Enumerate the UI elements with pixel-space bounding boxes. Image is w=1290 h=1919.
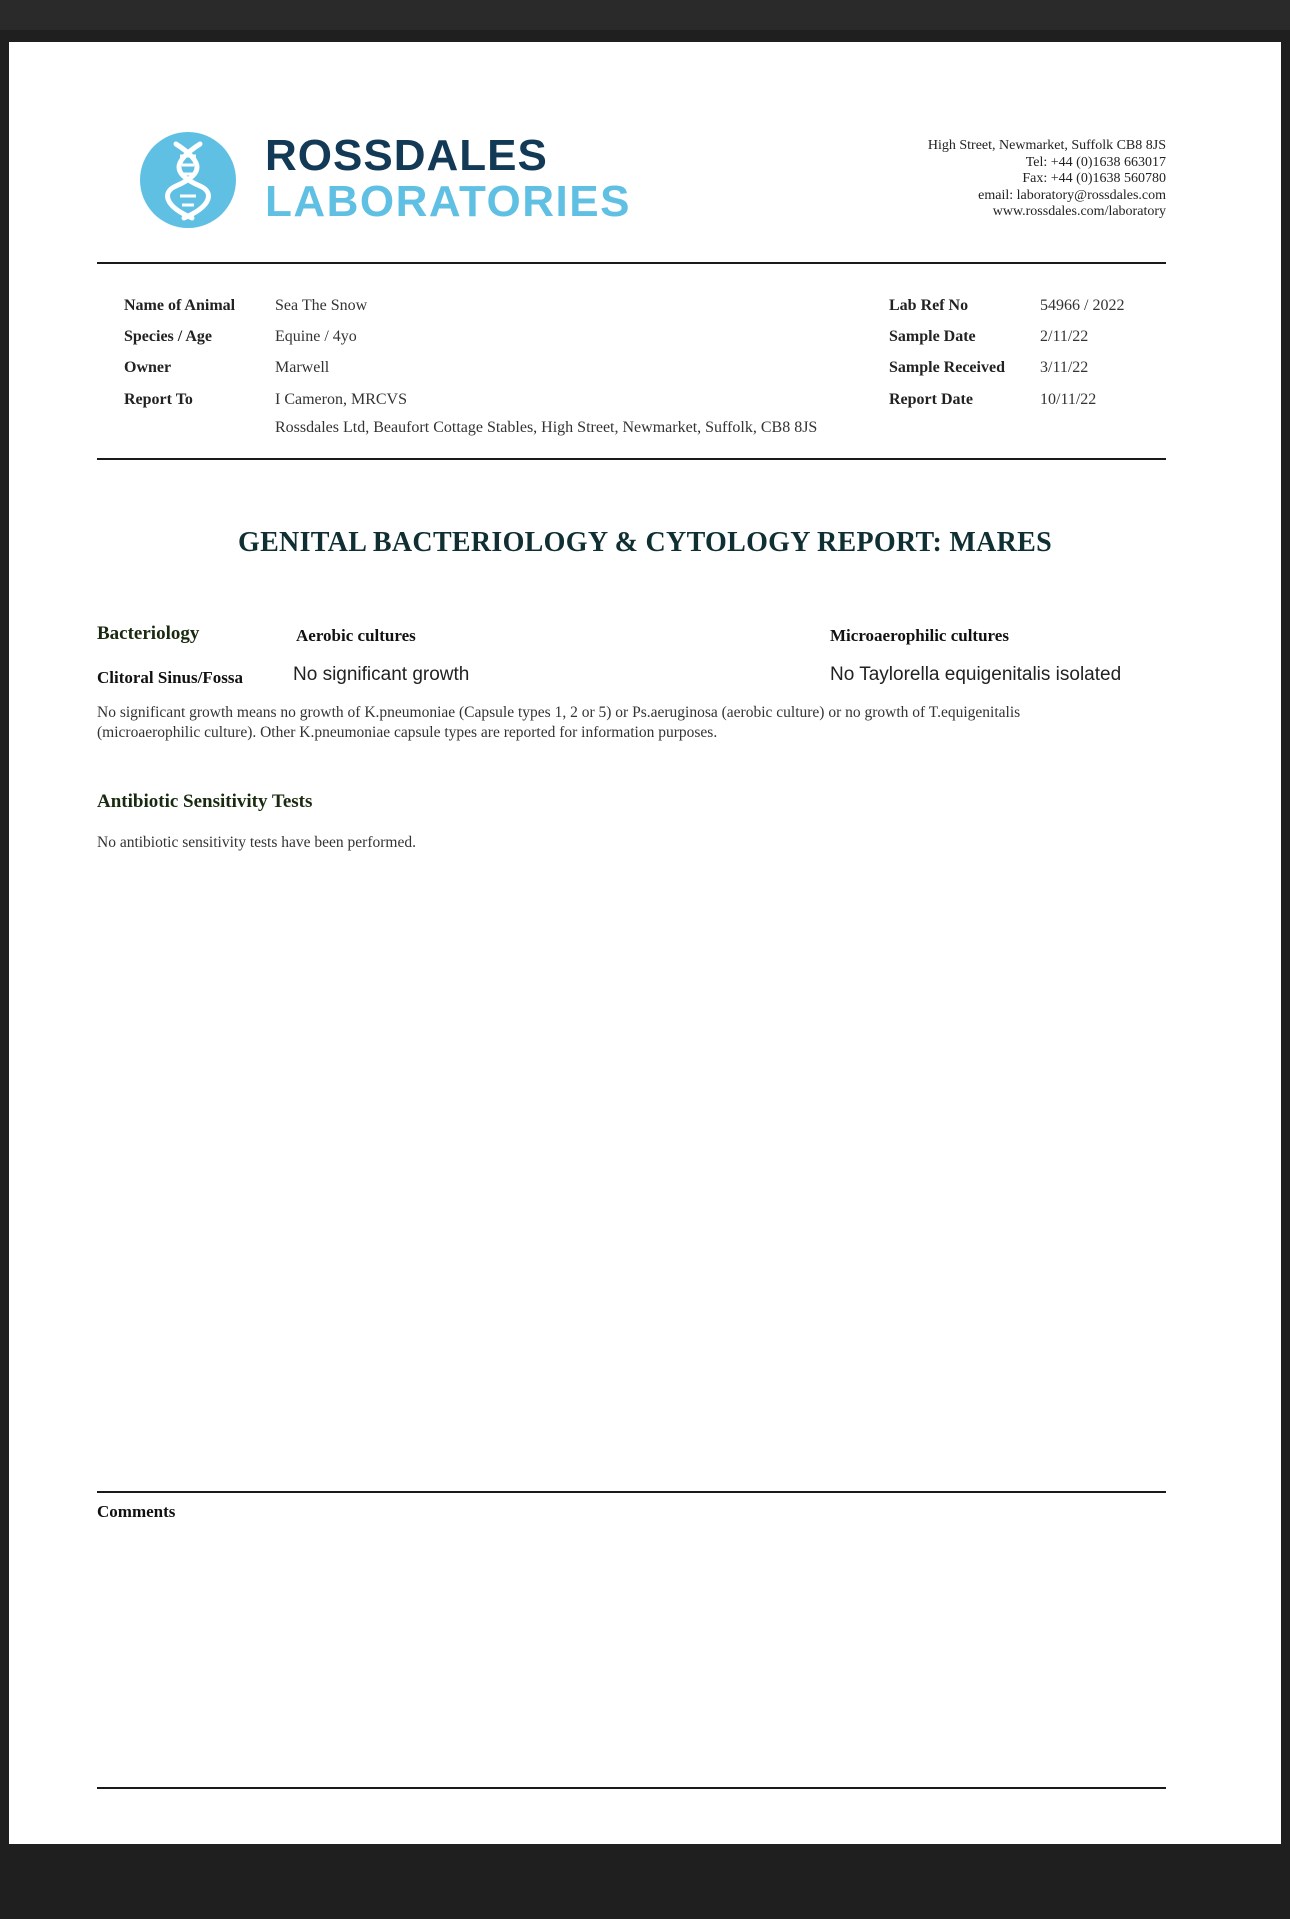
address-street: High Street, Newmarket, Suffolk CB8 8JS <box>927 138 1166 153</box>
growth-note-line-2: (microaerophilic culture). Other K.pneumoniae capsule types are reported for information purposes. <box>97 724 718 741</box>
sample-date-label: Sample Date <box>889 328 976 345</box>
address-web: www.rossdales.com/laboratory <box>992 204 1166 219</box>
species-age-label: Species / Age <box>124 328 212 345</box>
dna-helix-icon <box>140 132 236 228</box>
microaerophilic-cultures-heading: Microaerophilic cultures <box>830 626 1009 645</box>
logo-line-laboratories: LABORATORIES <box>265 177 631 226</box>
report-to-address: Rossdales Ltd, Beaufort Cottage Stables, High Street, Newmarket, Suffolk, CB8 8JS <box>275 419 818 436</box>
report-to-value: I Cameron, MRCVS <box>275 391 407 408</box>
growth-note-line-1: No significant growth means no growth of K.pneumoniae (Capsule types 1, 2 or 5) or Ps.aeruginosa (aerobic culture) or no growth of T.equigenitalis <box>97 704 1021 721</box>
clitoral-sinus-label: Clitoral Sinus/Fossa <box>97 668 243 687</box>
owner-value: Marwell <box>275 359 330 376</box>
owner-label: Owner <box>124 359 172 376</box>
name-of-animal-label: Name of Animal <box>124 297 236 314</box>
antibiotic-sensitivity-text: No antibiotic sensitivity tests have been performed. <box>97 834 416 851</box>
comments-heading: Comments <box>97 1502 176 1521</box>
viewer-top-bar <box>0 0 1290 30</box>
sample-date-value: 2/11/22 <box>1040 328 1089 345</box>
footer-divider <box>97 1787 1166 1789</box>
aerobic-result: No significant growth <box>293 664 470 685</box>
bacteriology-heading: Bacteriology <box>97 623 200 644</box>
sample-received-value: 3/11/22 <box>1040 359 1089 376</box>
microaerophilic-result: No Taylorella equigenitalis isolated <box>830 664 1122 685</box>
report-page <box>9 42 1281 1844</box>
growth-note <box>97 703 1172 743</box>
info-divider <box>97 458 1166 460</box>
report-to-label: Report To <box>124 391 193 408</box>
header-divider <box>97 262 1166 264</box>
address-email: email: laboratory@rossdales.com <box>978 187 1166 203</box>
sample-received-label: Sample Received <box>889 359 1005 376</box>
report-title: GENITAL BACTERIOLOGY & CYTOLOGY REPORT: MARES <box>238 527 1052 558</box>
address-fax: Fax: +44 (0)1638 560780 <box>1022 171 1166 186</box>
species-age-value: Equine / 4yo <box>275 328 357 345</box>
comments-divider <box>97 1491 1166 1493</box>
report-date-value: 10/11/22 <box>1040 391 1097 408</box>
report-date-label: Report Date <box>889 391 973 408</box>
aerobic-cultures-heading: Aerobic cultures <box>296 626 416 645</box>
antibiotic-sensitivity-heading: Antibiotic Sensitivity Tests <box>97 791 313 812</box>
company-logo-text <box>265 131 631 226</box>
lab-ref-value: 54966 / 2022 <box>1040 297 1125 314</box>
lab-ref-label: Lab Ref No <box>889 297 969 314</box>
address-tel: Tel: +44 (0)1638 663017 <box>1025 154 1166 170</box>
logo-line-rossdales: ROSSDALES <box>265 131 548 180</box>
name-of-animal-value: Sea The Snow <box>275 297 368 314</box>
company-address <box>928 138 1166 221</box>
